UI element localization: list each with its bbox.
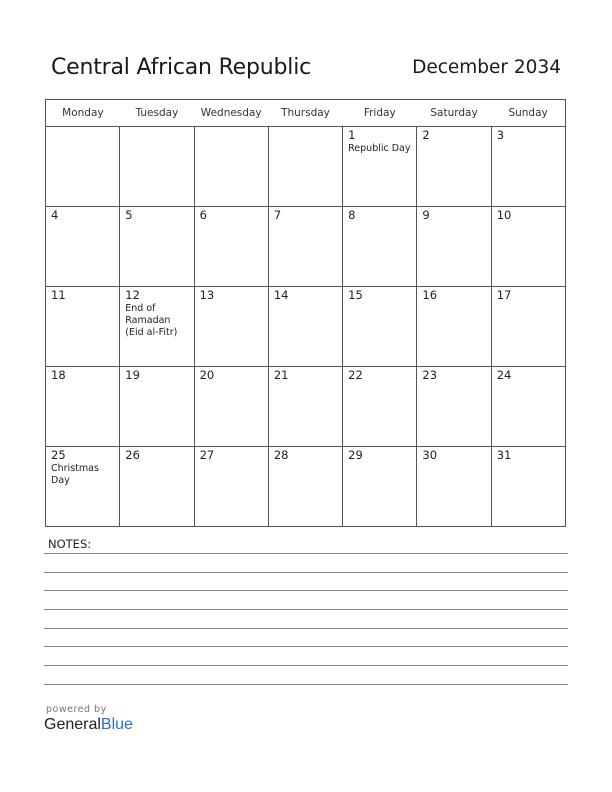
notes-line [44, 665, 568, 666]
notes-line [44, 590, 568, 591]
day-number: 27 [199, 448, 215, 462]
calendar-day-cell [268, 127, 342, 207]
day-number: 7 [273, 208, 282, 222]
calendar-day-cell [120, 287, 194, 367]
day-number: 15 [348, 288, 363, 302]
calendar-day-cell [417, 447, 491, 527]
notes-label: NOTES: [48, 537, 92, 551]
day-number: 11 [51, 288, 66, 302]
weekday-header: Sunday [491, 100, 565, 127]
weekday-header: Monday [46, 100, 120, 127]
calendar-day-cell [46, 367, 120, 447]
brand-blue: Blue [100, 716, 133, 733]
calendar-day-cell [268, 207, 342, 287]
holiday-label: End of Ramadan (Eid al-Fitr) [125, 303, 178, 338]
calendar-day-cell [491, 447, 565, 527]
day-number: 14 [273, 288, 289, 302]
calendar-day-cell [46, 287, 120, 367]
calendar-day-cell [194, 447, 268, 527]
calendar-day-cell [491, 127, 565, 207]
calendar-country-title: Central African Republic [51, 55, 312, 80]
day-number: 16 [422, 288, 438, 302]
calendar-day-cell [417, 127, 491, 207]
calendar-month-year: December 2034 [412, 57, 561, 78]
calendar-week-row [46, 207, 566, 287]
calendar-day-cell [46, 127, 120, 207]
calendar-day-cell [343, 127, 417, 207]
notes-line [44, 609, 568, 610]
calendar-week-row [46, 287, 566, 367]
calendar-grid [45, 99, 566, 527]
notes-line [44, 684, 568, 685]
day-number: 29 [348, 448, 363, 462]
calendar-day-cell [491, 367, 565, 447]
day-number: 18 [51, 368, 66, 382]
calendar-day-cell [417, 207, 491, 287]
day-number: 8 [348, 208, 356, 222]
calendar-day-cell [194, 207, 268, 287]
notes-line [44, 553, 568, 554]
calendar-day-cell [194, 127, 268, 207]
day-number: 30 [422, 448, 438, 462]
calendar-day-cell [268, 447, 342, 527]
calendar-day-cell [417, 287, 491, 367]
calendar-day-cell [120, 127, 194, 207]
day-number: 20 [199, 368, 215, 382]
day-number: 28 [273, 448, 289, 462]
calendar-day-cell [343, 447, 417, 527]
weekday-header: Tuesday [120, 100, 194, 127]
calendar-day-cell [417, 367, 491, 447]
generalblue-logo [44, 716, 133, 734]
day-number: 22 [348, 368, 363, 382]
day-number: 1 [348, 128, 356, 142]
calendar-week-row [46, 447, 566, 527]
day-number: 23 [422, 368, 438, 382]
day-number: 6 [199, 208, 207, 222]
holiday-label: Christmas Day [51, 463, 99, 486]
day-number: 2 [422, 128, 430, 142]
calendar-day-cell [120, 447, 194, 527]
calendar-day-cell [343, 207, 417, 287]
day-number: 31 [496, 448, 512, 462]
day-number: 26 [125, 448, 140, 462]
day-number: 10 [496, 208, 512, 222]
notes-line [44, 628, 568, 629]
day-number: 4 [51, 208, 59, 222]
weekday-header: Saturday [417, 100, 491, 127]
calendar-day-cell [343, 287, 417, 367]
calendar-day-cell [46, 447, 120, 527]
brand-general: General [44, 716, 101, 733]
day-number: 13 [199, 288, 215, 302]
weekday-header: Friday [343, 100, 417, 127]
calendar-week-row [46, 127, 566, 207]
calendar-day-cell [491, 287, 565, 367]
calendar-day-cell [194, 367, 268, 447]
weekday-header: Thursday [268, 100, 342, 127]
day-number: 19 [125, 368, 140, 382]
calendar-day-cell [120, 367, 194, 447]
calendar-day-cell [268, 287, 342, 367]
weekday-header-row [46, 100, 566, 127]
calendar-day-cell [120, 207, 194, 287]
holiday-label: Republic Day [348, 143, 411, 154]
calendar-day-cell [343, 367, 417, 447]
notes-line [44, 572, 568, 573]
weekday-header: Wednesday [194, 100, 268, 127]
calendar-day-cell [46, 207, 120, 287]
day-number: 12 [125, 288, 140, 302]
calendar-week-row [46, 367, 566, 447]
day-number: 17 [496, 288, 512, 302]
calendar-day-cell [491, 207, 565, 287]
powered-by-text: powered by [46, 704, 107, 715]
day-number: 9 [422, 208, 430, 222]
notes-line [44, 646, 568, 647]
day-number: 25 [51, 448, 66, 462]
day-number: 3 [496, 128, 505, 142]
day-number: 24 [496, 368, 512, 382]
calendar-day-cell [194, 287, 268, 367]
day-number: 21 [273, 368, 289, 382]
day-number: 5 [125, 208, 133, 222]
calendar-day-cell [268, 367, 342, 447]
